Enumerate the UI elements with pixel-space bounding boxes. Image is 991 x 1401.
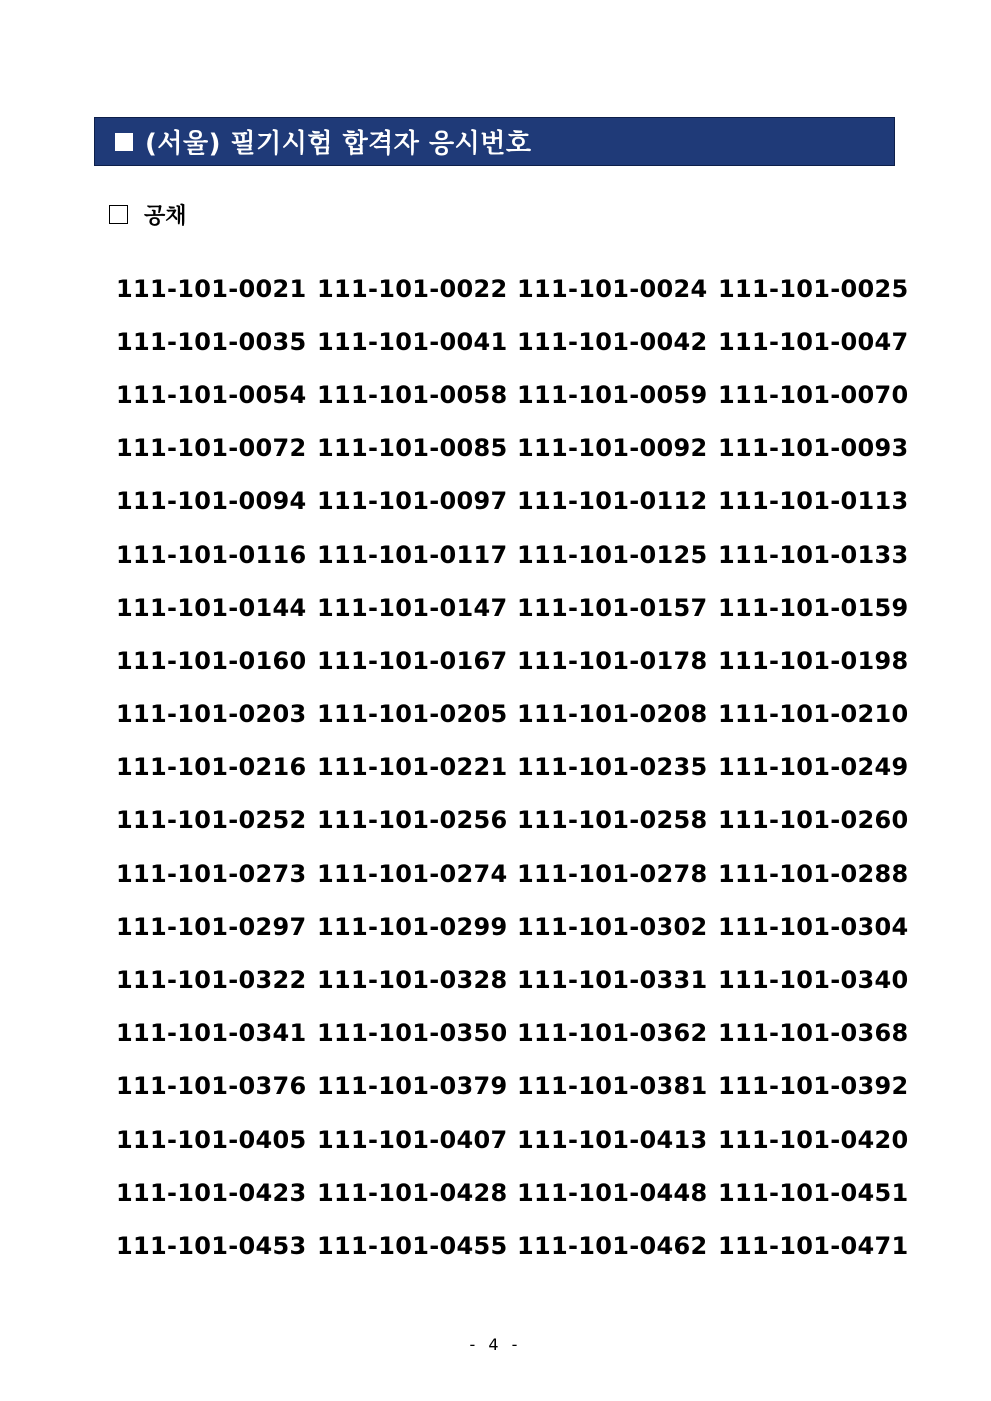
exam-number: 111-101-0133 [718,540,909,569]
exam-number: 111-101-0304 [718,912,909,941]
exam-number: 111-101-0428 [317,1178,508,1207]
exam-number: 111-101-0405 [116,1125,307,1154]
exam-number: 111-101-0112 [517,487,708,516]
exam-number: 111-101-0059 [517,380,708,409]
exam-number: 111-101-0379 [317,1072,508,1101]
exam-number: 111-101-0094 [116,487,307,516]
exam-number: 111-101-0047 [718,327,909,356]
exam-number: 111-101-0331 [517,966,708,995]
exam-number: 111-101-0025 [718,274,909,303]
exam-number: 111-101-0042 [517,327,708,356]
exam-number: 111-101-0381 [517,1072,708,1101]
exam-number: 111-101-0297 [116,912,307,941]
empty-checkbox-icon [109,205,128,224]
exam-number: 111-101-0451 [718,1178,909,1207]
exam-number: 111-101-0288 [718,859,909,888]
exam-number: 111-101-0221 [317,753,508,782]
exam-number: 111-101-0252 [116,806,307,835]
exam-number: 111-101-0147 [317,593,508,622]
exam-number: 111-101-0203 [116,700,307,729]
exam-number: 111-101-0116 [116,540,307,569]
exam-number: 111-101-0256 [317,806,508,835]
exam-number: 111-101-0302 [517,912,708,941]
exam-number: 111-101-0392 [718,1072,909,1101]
exam-number: 111-101-0260 [718,806,909,835]
exam-number: 111-101-0420 [718,1125,909,1154]
exam-number: 111-101-0376 [116,1072,307,1101]
exam-number: 111-101-0471 [718,1231,909,1260]
exam-number: 111-101-0341 [116,1019,307,1048]
subsection-heading [109,199,187,230]
exam-number: 111-101-0054 [116,380,307,409]
exam-number: 111-101-0362 [517,1019,708,1048]
exam-number: 111-101-0407 [317,1125,508,1154]
page-number: - 4 - [469,1335,522,1354]
exam-number: 111-101-0340 [718,966,909,995]
exam-number: 111-101-0072 [116,434,307,463]
exam-number: 111-101-0278 [517,859,708,888]
exam-number: 111-101-0273 [116,859,307,888]
exam-number: 111-101-0249 [718,753,909,782]
exam-number: 111-101-0041 [317,327,508,356]
exam-number: 111-101-0113 [718,487,909,516]
exam-number: 111-101-0455 [317,1231,508,1260]
exam-number: 111-101-0117 [317,540,508,569]
exam-number: 111-101-0058 [317,380,508,409]
exam-number: 111-101-0070 [718,380,909,409]
exam-number: 111-101-0093 [718,434,909,463]
exam-number: 111-101-0024 [517,274,708,303]
exam-number: 111-101-0021 [116,274,307,303]
exam-number: 111-101-0322 [116,966,307,995]
exam-number: 111-101-0216 [116,753,307,782]
exam-number: 111-101-0274 [317,859,508,888]
exam-number: 111-101-0022 [317,274,508,303]
exam-number: 111-101-0258 [517,806,708,835]
exam-number: 111-101-0125 [517,540,708,569]
section-title: (서울) 필기시험 합격자 응시번호 [145,129,532,159]
exam-number-grid [116,262,909,1273]
exam-number: 111-101-0350 [317,1019,508,1048]
exam-number: 111-101-0144 [116,593,307,622]
exam-number: 111-101-0160 [116,646,307,675]
exam-number: 111-101-0205 [317,700,508,729]
exam-number: 111-101-0413 [517,1125,708,1154]
exam-number: 111-101-0167 [317,646,508,675]
exam-number: 111-101-0210 [718,700,909,729]
exam-number: 111-101-0299 [317,912,508,941]
exam-number: 111-101-0159 [718,593,909,622]
exam-number: 111-101-0178 [517,646,708,675]
exam-number: 111-101-0448 [517,1178,708,1207]
exam-number: 111-101-0453 [116,1231,307,1260]
exam-number: 111-101-0368 [718,1019,909,1048]
exam-number: 111-101-0208 [517,700,708,729]
exam-number: 111-101-0157 [517,593,708,622]
exam-number: 111-101-0035 [116,327,307,356]
exam-number: 111-101-0328 [317,966,508,995]
section-title-bar [94,117,895,166]
exam-number: 111-101-0423 [116,1178,307,1207]
exam-number: 111-101-0092 [517,434,708,463]
exam-number: 111-101-0198 [718,646,909,675]
exam-number: 111-101-0085 [317,434,508,463]
exam-number: 111-101-0462 [517,1231,708,1260]
exam-number: 111-101-0235 [517,753,708,782]
filled-square-icon [115,133,133,151]
exam-number: 111-101-0097 [317,487,508,516]
subsection-label: 공채 [144,204,187,229]
